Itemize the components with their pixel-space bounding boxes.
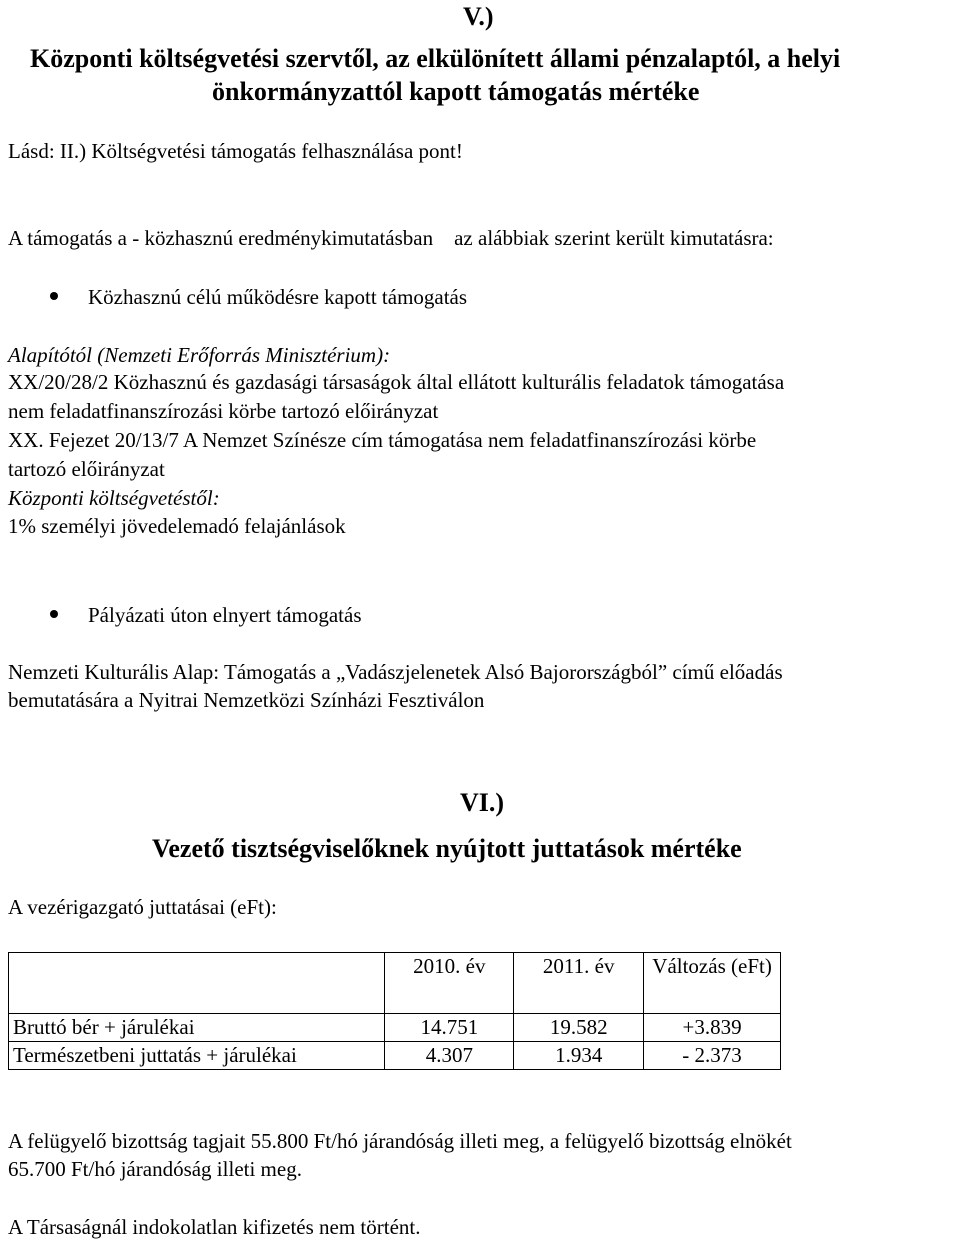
bullet-item-grant: Pályázati úton elnyert támogatás: [88, 603, 362, 627]
table-row: [9, 1014, 781, 1042]
see-reference: Lásd: II.) Költségvetési támogatás felhasználása pont!: [8, 139, 463, 163]
bullet-icon: [50, 292, 58, 300]
table-cell: +3.839: [644, 1014, 781, 1042]
founder-line: nem feladatfinanszírozási körbe tartozó előirányzat: [8, 399, 439, 423]
founder-label: Alapítótól (Nemzeti Erőforrás Minisztérium):: [8, 343, 391, 367]
table-cell: 4.307: [385, 1042, 514, 1070]
bullet-icon: [50, 610, 58, 618]
section-title: Vezető tisztségviselőknek nyújtott juttatások mértéke: [152, 834, 742, 863]
benefits-table: [8, 952, 781, 1070]
table-header-cell: 2010. év: [385, 953, 514, 1014]
table-row: [9, 1042, 781, 1070]
supervisory-board-line: 65.700 Ft/hó járandóság illeti meg.: [8, 1157, 302, 1181]
nka-line: Nemzeti Kulturális Alap: Támogatás a „Vadászjelenetek Alsó Bajorországból” című előadás: [8, 660, 783, 684]
intro-paragraph: A támogatás a - közhasznú eredménykimutatásban az alábbiak szerint került kimutatásra:: [8, 226, 774, 250]
table-header-cell: 2011. év: [514, 953, 644, 1014]
founder-line: tartozó előirányzat: [8, 457, 165, 481]
table-cell: Természetbeni juttatás + járulékai: [9, 1042, 385, 1070]
no-payment-statement: A Társaságnál indokolatlan kifizetés nem történt.: [8, 1215, 421, 1239]
table-header-cell: Változás (eFt): [644, 953, 781, 1014]
section-title-line2: önkormányzattól kapott támogatás mértéke: [212, 77, 700, 106]
founder-line: XX. Fejezet 20/13/7 A Nemzet Színésze cím támogatása nem feladatfinanszírozási körbe: [8, 428, 757, 452]
nka-line: bemutatására a Nyitrai Nemzetközi Színházi Fesztiválon: [8, 688, 485, 712]
founder-line: XX/20/28/2 Közhasznú és gazdasági társaságok által ellátott kulturális feladatok támogatása: [8, 370, 785, 394]
table-cell: Bruttó bér + járulékai: [9, 1014, 385, 1042]
central-budget-label: Központi költségvetéstől:: [8, 486, 220, 510]
table-cell: 14.751: [385, 1014, 514, 1042]
section-title-line1: Központi költségvetési szervtől, az elkülönített állami pénzalaptól, a helyi: [30, 44, 841, 73]
supervisory-board-line: A felügyelő bizottság tagjait 55.800 Ft/hó járandóság illeti meg, a felügyelő bizottság elnökét: [8, 1129, 792, 1153]
table-header-cell: [9, 953, 385, 1014]
section-number: VI.): [460, 788, 505, 817]
table-cell: 19.582: [514, 1014, 644, 1042]
table-cell: 1.934: [514, 1042, 644, 1070]
section-number: V.): [463, 2, 494, 31]
bullet-item-operation-support: Közhasznú célú működésre kapott támogatás: [88, 285, 468, 309]
table-caption: A vezérigazgató juttatásai (eFt):: [8, 895, 277, 919]
central-budget-line: 1% személyi jövedelemadó felajánlások: [8, 514, 346, 538]
table-header-row: [9, 953, 781, 1014]
table-cell: - 2.373: [644, 1042, 781, 1070]
